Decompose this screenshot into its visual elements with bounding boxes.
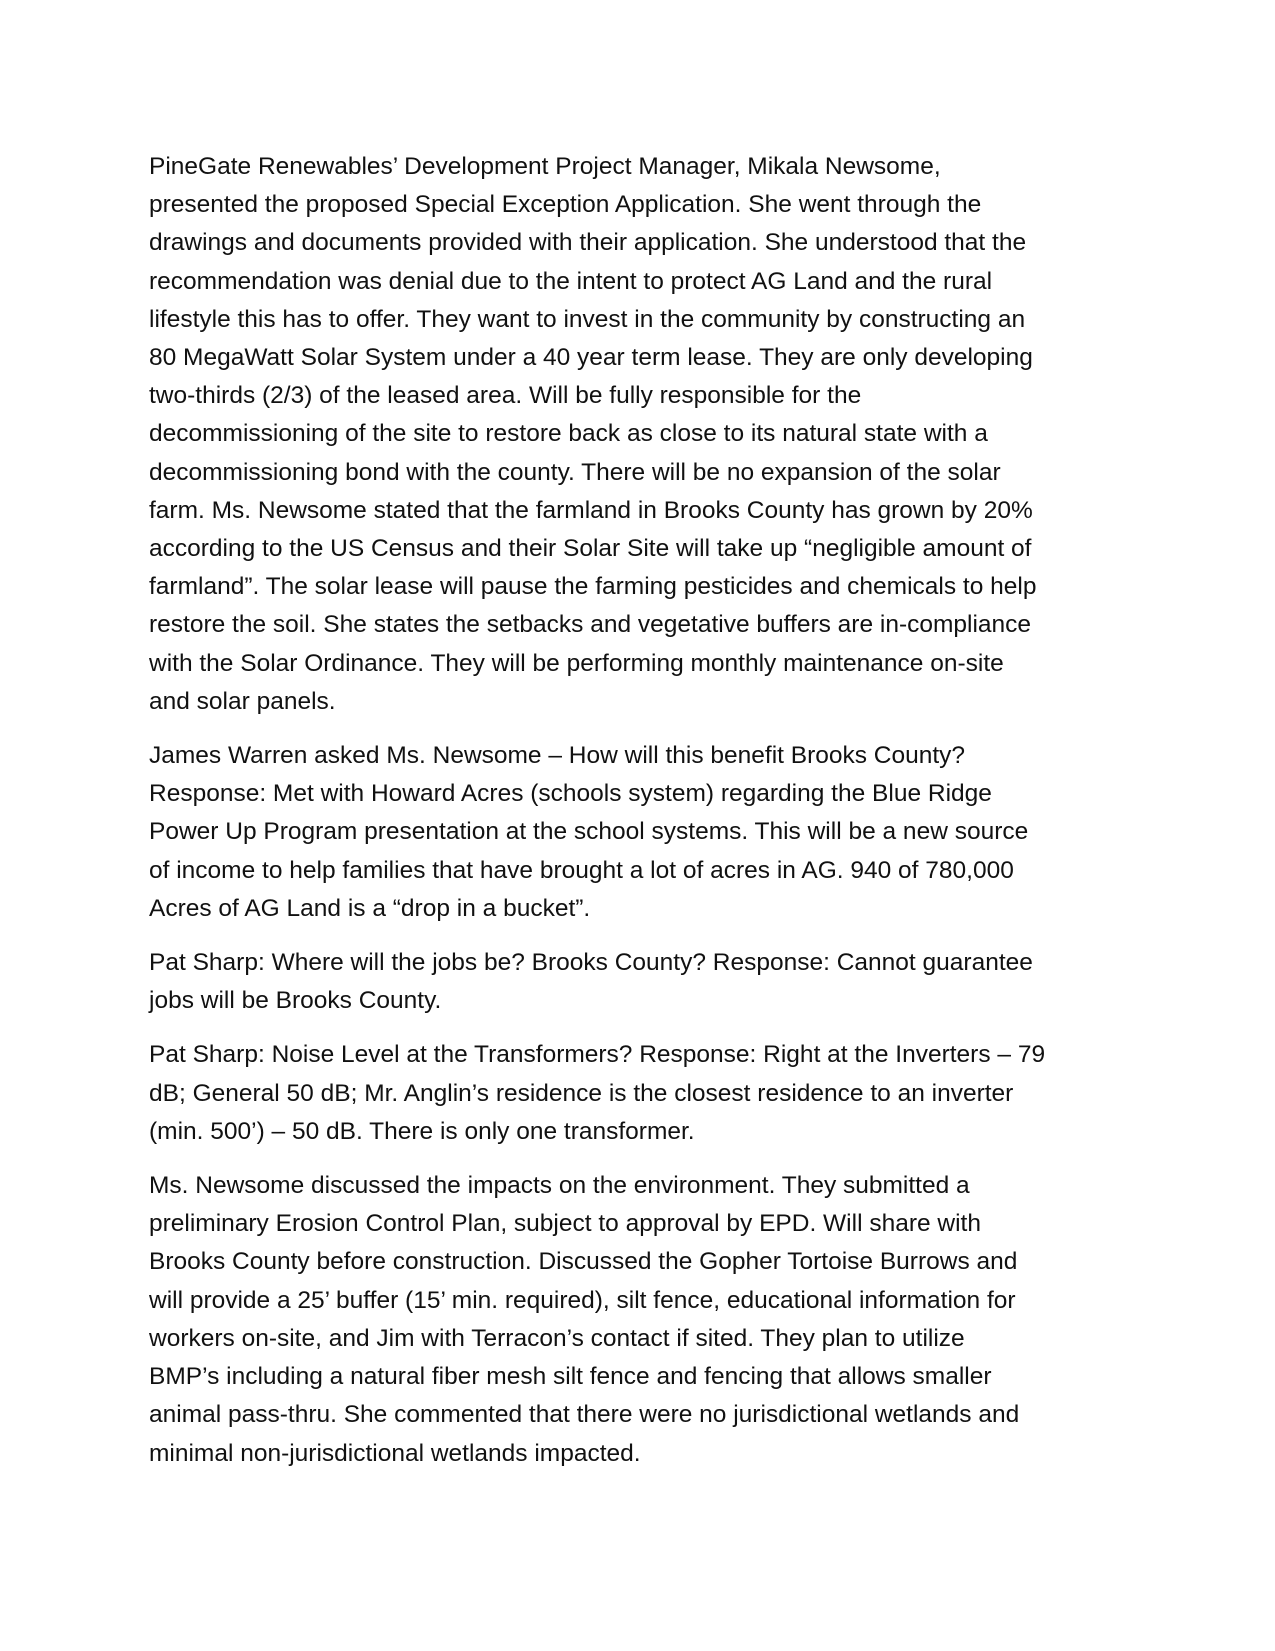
text-line: Acres of AG Land is a “drop in a bucket”. xyxy=(149,894,591,922)
text-line: Response: Met with Howard Acres (schools system) regarding the Blue Ridge xyxy=(149,780,992,808)
text-line: presented the proposed Special Exception Application. She went through the xyxy=(149,191,982,219)
text-line: farmland”. The solar lease will pause the farming pesticides and chemicals to help xyxy=(149,573,1037,601)
text-line: 80 MegaWatt Solar System under a 40 year term lease. They are only developing xyxy=(149,344,1033,372)
paragraph-sharp-noise xyxy=(149,1036,1139,1151)
text-line: of income to help families that have brought a lot of acres in AG. 940 of 780,000 xyxy=(149,856,1014,884)
text-line: recommendation was denial due to the intent to protect AG Land and the rural xyxy=(149,267,993,295)
text-line: farm. Ms. Newsome stated that the farmland in Brooks County has grown by 20% xyxy=(149,496,1033,524)
text-line: drawings and documents provided with their application. She understood that the xyxy=(149,229,1027,257)
text-line: restore the soil. She states the setbacks and vegetative buffers are in-compliance xyxy=(149,611,1032,639)
paragraph-presentation xyxy=(149,148,1139,721)
document-body xyxy=(149,148,1139,1489)
text-line: lifestyle this has to offer. They want to invest in the community by constructing an xyxy=(149,305,1026,333)
text-line: two-thirds (2/3) of the leased area. Will be fully responsible for the xyxy=(149,382,862,410)
text-line: jobs will be Brooks County. xyxy=(149,987,442,1015)
text-line: minimal non-jurisdictional wetlands impacted. xyxy=(149,1439,641,1467)
text-line: James Warren asked Ms. Newsome – How will this benefit Brooks County? xyxy=(149,742,966,770)
text-line: Pat Sharp: Where will the jobs be? Brooks County? Response: Cannot guarantee xyxy=(149,949,1033,977)
text-line: according to the US Census and their Solar Site will take up “negligible amount of xyxy=(149,535,1032,563)
text-line: (min. 500’) – 50 dB. There is only one transformer. xyxy=(149,1117,695,1145)
text-line: preliminary Erosion Control Plan, subject to approval by EPD. Will share with xyxy=(149,1210,981,1238)
text-line: and solar panels. xyxy=(149,687,336,715)
text-line: with the Solar Ordinance. They will be performing monthly maintenance on-site xyxy=(149,649,1004,677)
paragraph-environment xyxy=(149,1167,1139,1473)
text-line: will provide a 25’ buffer (15’ min. required), silt fence, educational information for xyxy=(149,1286,1016,1314)
text-line: animal pass-thru. She commented that there were no jurisdictional wetlands and xyxy=(149,1401,1020,1429)
text-line: BMP’s including a natural fiber mesh silt fence and fencing that allows smaller xyxy=(149,1363,992,1391)
text-line: Ms. Newsome discussed the impacts on the environment. They submitted a xyxy=(149,1172,970,1200)
text-line: Pat Sharp: Noise Level at the Transformers? Response: Right at the Inverters – 79 xyxy=(149,1041,1046,1069)
paragraph-warren-question xyxy=(149,737,1139,928)
text-line: dB; General 50 dB; Mr. Anglin’s residence is the closest residence to an inverter xyxy=(149,1079,1014,1107)
text-line: decommissioning of the site to restore back as close to its natural state with a xyxy=(149,420,988,448)
text-line: workers on-site, and Jim with Terracon’s contact if sited. They plan to utilize xyxy=(149,1324,965,1352)
text-line: decommissioning bond with the county. There will be no expansion of the solar xyxy=(149,458,1001,486)
text-line: Brooks County before construction. Discussed the Gopher Tortoise Burrows and xyxy=(149,1248,1018,1276)
text-line: PineGate Renewables’ Development Project Manager, Mikala Newsome, xyxy=(149,153,941,180)
paragraph-sharp-jobs xyxy=(149,944,1139,1020)
text-line: Power Up Program presentation at the school systems. This will be a new source xyxy=(149,818,1029,846)
